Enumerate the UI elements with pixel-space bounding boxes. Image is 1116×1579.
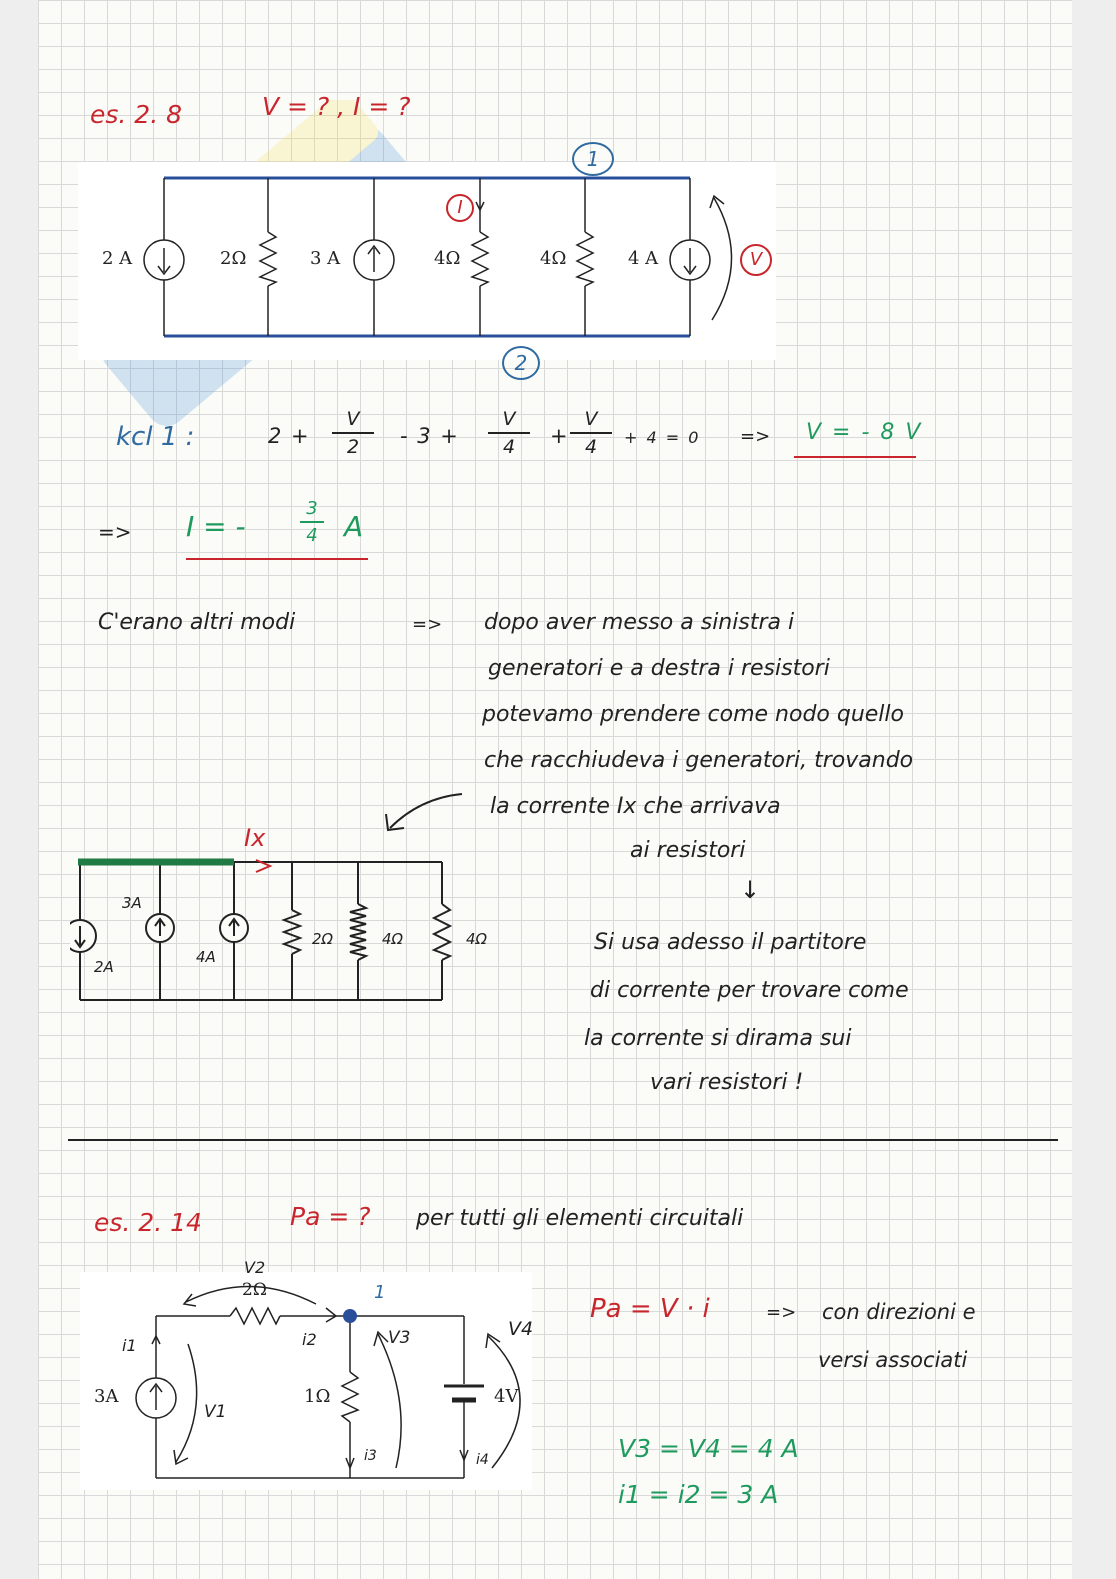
kcl-term-2: - 3 + (400, 424, 460, 448)
current-I-marker: I (446, 194, 474, 222)
current-lhs: I = - (186, 510, 246, 543)
exercise-2-title: es. 2. 14 (94, 1208, 202, 1237)
current-f-den: 4 (306, 525, 318, 546)
kcl-f2-den: 4 (502, 436, 516, 458)
notes-line-10: vari resistori ! (650, 1070, 804, 1095)
exercise-2-question-tail: per tutti gli elementi circuitali (416, 1206, 744, 1231)
sketch-ix-label: Ix (244, 824, 266, 852)
notes-line-4: che racchiudeva i generatori, trovando (484, 748, 914, 773)
exercise-question: V = ? , I = ? (262, 92, 411, 121)
sketch-res-4ohm-b: 4Ω (466, 930, 488, 948)
power-tail-1: con direzioni e (822, 1300, 976, 1324)
section-divider (68, 1139, 1058, 1141)
notes-left: C'erano altri modi (98, 610, 296, 635)
sketch-src-4a: 4A (196, 948, 216, 966)
resistor-label-2ohm: 2Ω (220, 248, 247, 269)
circuit-figure-2 (80, 1258, 534, 1490)
kcl-term-3: + (550, 424, 570, 448)
fig2-v2-label: V2 (244, 1258, 266, 1277)
resistor-label-4ohm-a: 4Ω (434, 248, 461, 269)
eq-i1-i2: i1 = i2 = 3 A (618, 1480, 779, 1509)
fig2-v4-label: V4 (508, 1318, 534, 1340)
current-fraction (300, 498, 324, 546)
sketch-res-4ohm-a: 4Ω (382, 930, 404, 948)
kcl-f2-num: V (502, 408, 516, 430)
resistor-label-4ohm-b: 4Ω (540, 248, 567, 269)
kcl-term-1: 2 + (268, 424, 311, 448)
notes-line-2: generatori e a destra i resistori (488, 656, 830, 681)
pointer-arrow (380, 788, 470, 838)
sketch-circuit (70, 840, 530, 1020)
kcl-f3-den: 4 (584, 436, 598, 458)
fig2-node-label: 1 (374, 1282, 386, 1303)
fig2-i1-label: i1 (122, 1336, 137, 1355)
eq-v3-v4: V3 = V4 = 4 A (618, 1434, 799, 1463)
kcl-fraction-2 (488, 408, 530, 458)
exercise-2-question: Pa = ? (290, 1202, 371, 1231)
kcl-fraction-1 (332, 408, 374, 458)
kcl-f1-num: V (346, 408, 360, 430)
fig2-v1-label: V1 (204, 1402, 227, 1422)
kcl-fraction-3 (570, 408, 612, 458)
kcl-result: V = - 8 V (806, 420, 923, 445)
notes-implies: => (412, 614, 443, 635)
notes-line-8: di corrente per trovare come (590, 978, 909, 1003)
voltage-V-marker: V (740, 244, 772, 276)
fig2-r1-label: 1Ω (304, 1386, 331, 1407)
sketch-res-2ohm: 2Ω (312, 930, 334, 948)
circuit-figure-1 (78, 162, 776, 360)
kcl-f1-den: 2 (346, 436, 360, 458)
fig2-i2-label: i2 (302, 1330, 317, 1349)
sketch-src-3a: 3A (122, 894, 142, 912)
exercise-title: es. 2. 8 (90, 100, 183, 129)
notes-line-9: la corrente si dirama sui (584, 1026, 852, 1051)
kcl-implies: => (740, 426, 771, 447)
node-1-marker: 1 (572, 142, 614, 176)
source-label-4a: 4 A (628, 248, 659, 269)
kcl-f3-num: V (584, 408, 598, 430)
notes-line-5: la corrente Ix che arrivava (490, 794, 781, 819)
power-formula: Pa = V · i (590, 1294, 710, 1324)
notes-line-6: ai resistori (630, 838, 746, 863)
notes-line-3: potevamo prendere come nodo quello (482, 702, 904, 727)
power-implies: => (766, 1302, 797, 1323)
current-f-num: 3 (306, 498, 318, 519)
fig2-src-label: 3A (94, 1386, 119, 1407)
fig2-bat-label: 4V (494, 1386, 519, 1407)
power-tail-2: versi associati (818, 1348, 968, 1372)
fig2-i4-label: i4 (476, 1452, 489, 1468)
current-implies: => (98, 520, 132, 544)
kcl-term-4: + 4 = 0 (624, 428, 701, 447)
source-label-3a: 3 A (310, 248, 341, 269)
result-underline-2 (186, 558, 368, 560)
notes-line-7: Si usa adesso il partitore (594, 930, 867, 955)
notes-line-1: dopo aver messo a sinistra i (484, 610, 795, 635)
result-underline-1 (794, 456, 916, 458)
source-label-2a: 2 A (102, 248, 133, 269)
notes-down-arrow: ↓ (740, 876, 761, 904)
node-2-marker: 2 (502, 346, 540, 380)
fig2-v3-label: V3 (388, 1328, 411, 1348)
fig2-i3-label: i3 (364, 1448, 377, 1464)
kcl-label: kcl 1 : (116, 422, 195, 452)
fig2-r2-label: 2Ω (242, 1280, 267, 1300)
sketch-src-2a: 2A (94, 958, 114, 976)
current-unit: A (344, 510, 364, 543)
